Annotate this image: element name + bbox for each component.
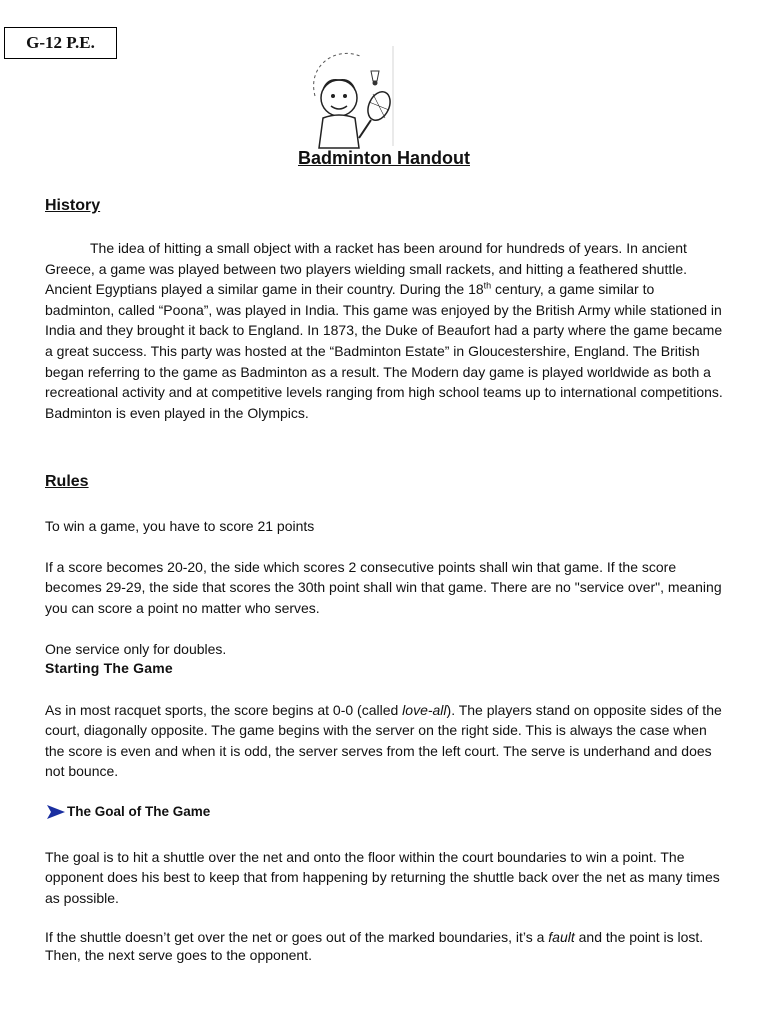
starting-heading: Starting The Game <box>45 660 173 676</box>
rules-paragraph-3: One service only for doubles. <box>45 641 227 657</box>
goal-paragraph-2: If the shuttle doesn’t get over the net or goes out of the marked boundaries, it’s a fault and the point is lost. Then, the next serve goes to the opponent. <box>45 929 704 963</box>
goal-paragraph-1: The goal is to hit a shuttle over the net and onto the floor within the court boundaries to win a point. The opponent does his best to keep that from happening by returning the shuttle back over the net as many times as possible. <box>45 849 720 906</box>
history-heading: History <box>45 197 101 214</box>
rules-paragraph-1: To win a game, you have to score 21 points <box>45 518 315 534</box>
document-title: Badminton Handout <box>298 148 470 168</box>
grade-label: G-12 P.E. <box>26 33 95 52</box>
rules-paragraph-2: If a score becomes 20-20, the side which scores 2 consecutive points shall win that game. If the score becomes 29-29, the side that scores the 30th point shall win that game. There are no "service over", meaning you can score a point no matter who serves. <box>45 559 722 616</box>
history-paragraph: The idea of hitting a small object with a racket has been around for hundreds of years. In ancient Greece, a game was played between two players wielding small rackets, and hitting a feathered shuttle. Ancient Egyptians played a similar game in their country. During the 18th century, a game similar to badminton, called “Poona”, was played in India. This game was enjoyed by the British Army while stationed in India and they brought it back to England. In 1873, the Duke of Beaufort had a party where the game became a great success. This party was hosted at the “Badminton Estate” in Gloucestershire, England. The British began referring to the game as Badminton as a result. The Modern day game is played worldwide as both a recreational activity and at competitive levels ranging from high school teams up to international competitions. Badminton is even played in the Olympics. <box>45 240 723 421</box>
rules-heading: Rules <box>45 473 89 490</box>
superscript-th: th <box>483 280 492 291</box>
grade-label-box <box>4 27 117 59</box>
arrow-bullet-icon <box>47 805 65 819</box>
goal-heading: The Goal of The Game <box>67 804 211 819</box>
goal-heading-row <box>47 804 210 819</box>
badminton-player-clipart <box>305 46 399 154</box>
starting-paragraph: As in most racquet sports, the score begins at 0-0 (called love-all). The players stand on opposite sides of the court, diagonally opposite. The game begins with the server on the right side. This is always the case when the score is even and when it is odd, the server serves from the left court. The serve is underhand and does not bounce. <box>45 702 722 780</box>
